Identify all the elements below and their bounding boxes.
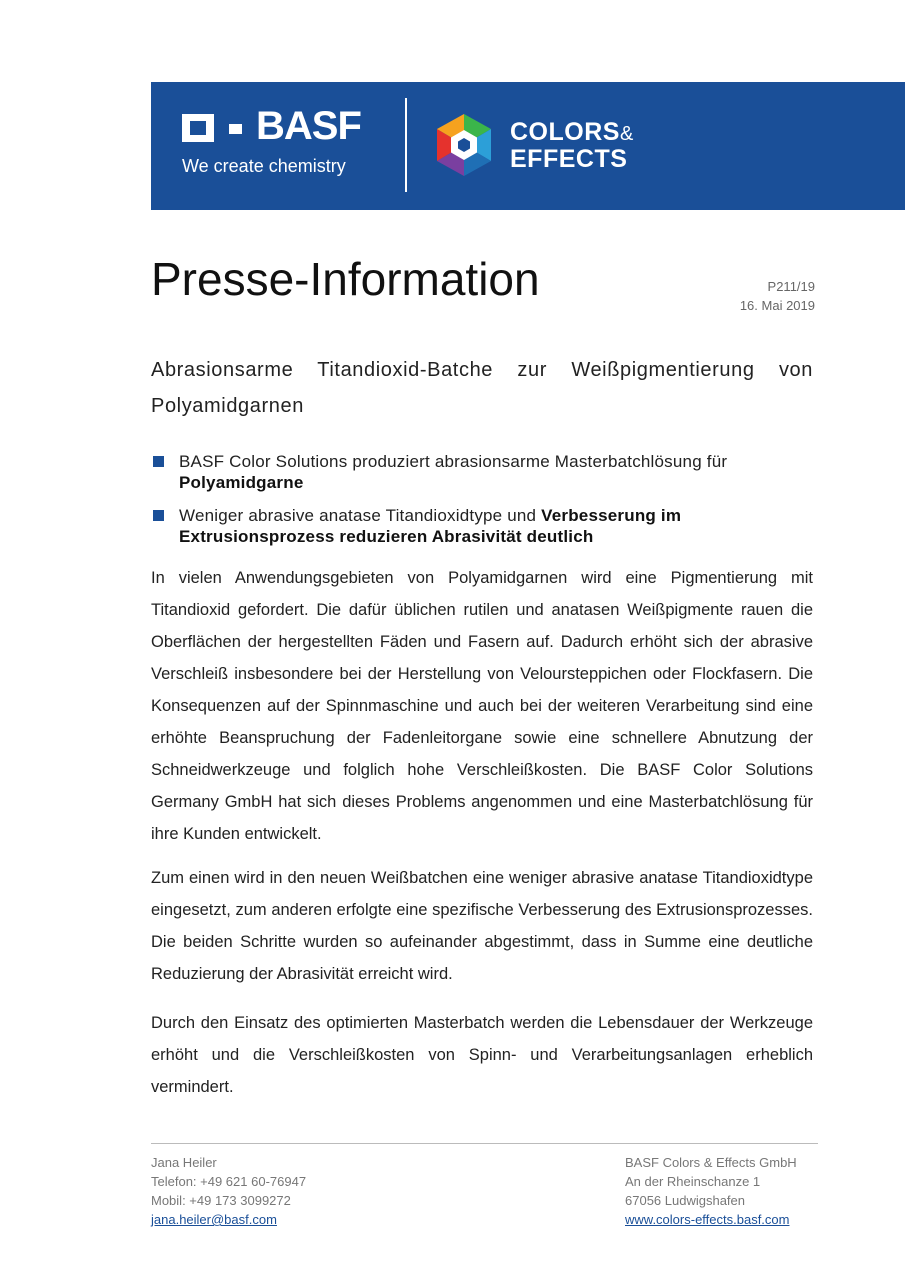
contact-email-link[interactable]: jana.heiler@basf.com <box>151 1212 277 1227</box>
footer-company <box>625 1153 797 1229</box>
contact-phone: Telefon: +49 621 60-76947 <box>151 1174 307 1189</box>
footer-contact <box>151 1153 306 1229</box>
ce-ampersand: & <box>619 123 634 145</box>
company-street: An der Rheinschanze 1 <box>625 1174 761 1189</box>
bullet-square-icon <box>153 456 164 467</box>
basf-wordmark: BASF <box>256 104 361 148</box>
key-point-text: BASF Color Solutions produziert abrasionsarme Masterbatchlösung für <box>179 452 728 471</box>
basf-logo-dash-icon <box>229 124 242 134</box>
document-number: P211/19 <box>767 279 815 294</box>
key-point-bold: Verbesserung im Extrusionsprozess reduzieren Abrasivität deutlich <box>179 506 682 546</box>
ce-line1: COLORS <box>510 118 620 146</box>
headline: Abrasionsarme Titandioxid-Batche zur Weißpigmentierung von Polyamidgarnen <box>151 359 813 417</box>
body-paragraph: Zum einen wird in den neuen Weißbatchen eine weniger abrasive anatase Titandioxidtype eingesetzt, zum anderen erfolgte eine spezifische Verbesserung des Extrusionsprozesses. Die beiden Schritte wurden so aufeinander abgestimmt, dass in Summe eine deutliche Reduzierung der Abrasivität erreicht wird. <box>151 869 813 983</box>
key-point <box>151 505 813 547</box>
body-paragraph: Durch den Einsatz des optimierten Masterbatch werden die Lebensdauer der Werkzeuge erhöht und die Verschleißkosten von Spinn- und Verarbeitungsanlagen erheblich vermindert. <box>151 1014 813 1096</box>
document-info <box>740 277 815 315</box>
colors-effects-hexagon-icon <box>433 112 495 178</box>
basf-logo-square-icon <box>182 114 214 142</box>
key-point-bold: Polyamidgarne <box>179 473 304 492</box>
logo-divider <box>405 98 407 192</box>
header-banner <box>151 82 905 210</box>
colors-effects-wordmark <box>510 120 634 172</box>
key-point <box>151 451 813 493</box>
key-point-text: Weniger abrasive anatase Titandioxidtype und <box>179 506 542 525</box>
footer-divider <box>151 1143 818 1144</box>
document-date: 16. Mai 2019 <box>739 298 815 313</box>
contact-name: Jana Heiler <box>151 1155 217 1170</box>
ce-line2: EFFECTS <box>510 145 628 173</box>
basf-logo <box>182 104 382 182</box>
contact-mobile: Mobil: +49 173 3099272 <box>151 1193 291 1208</box>
company-city: 67056 Ludwigshafen <box>625 1193 745 1208</box>
page-title: Presse-Information <box>151 253 540 305</box>
body-paragraph: In vielen Anwendungsgebieten von Polyamidgarnen wird eine Pigmentierung mit Titandioxid gefordert. Die dafür üblichen rutilen und anatasen Weißpigmente rauen die Oberflächen der hergestellten Fäden und Fasern auf. Dadurch erhöht sich der abrasive Verschleiß insbesondere bei der Herstellung von Veloursteppichen oder Flockfasern. Die Konsequenzen auf der Spinnmaschine und auch bei der weiteren Verarbeitung sind eine erhöhte Beanspruchung der Fadenleitorgane sowie eine schnellere Abnutzung der Schneidwerkzeuge und folglich hohe Verschleißkosten. Die BASF Color Solutions Germany GmbH hat sich dieses Problems angenommen und eine Masterbatchlösung für ihre Kunden entwickelt. <box>151 569 813 843</box>
bullet-square-icon <box>153 510 164 521</box>
basf-tagline: We create chemistry <box>182 156 346 176</box>
company-website-link[interactable]: www.colors-effects.basf.com <box>625 1212 790 1227</box>
company-name: BASF Colors & Effects GmbH <box>625 1155 797 1170</box>
key-points-list <box>151 451 813 559</box>
